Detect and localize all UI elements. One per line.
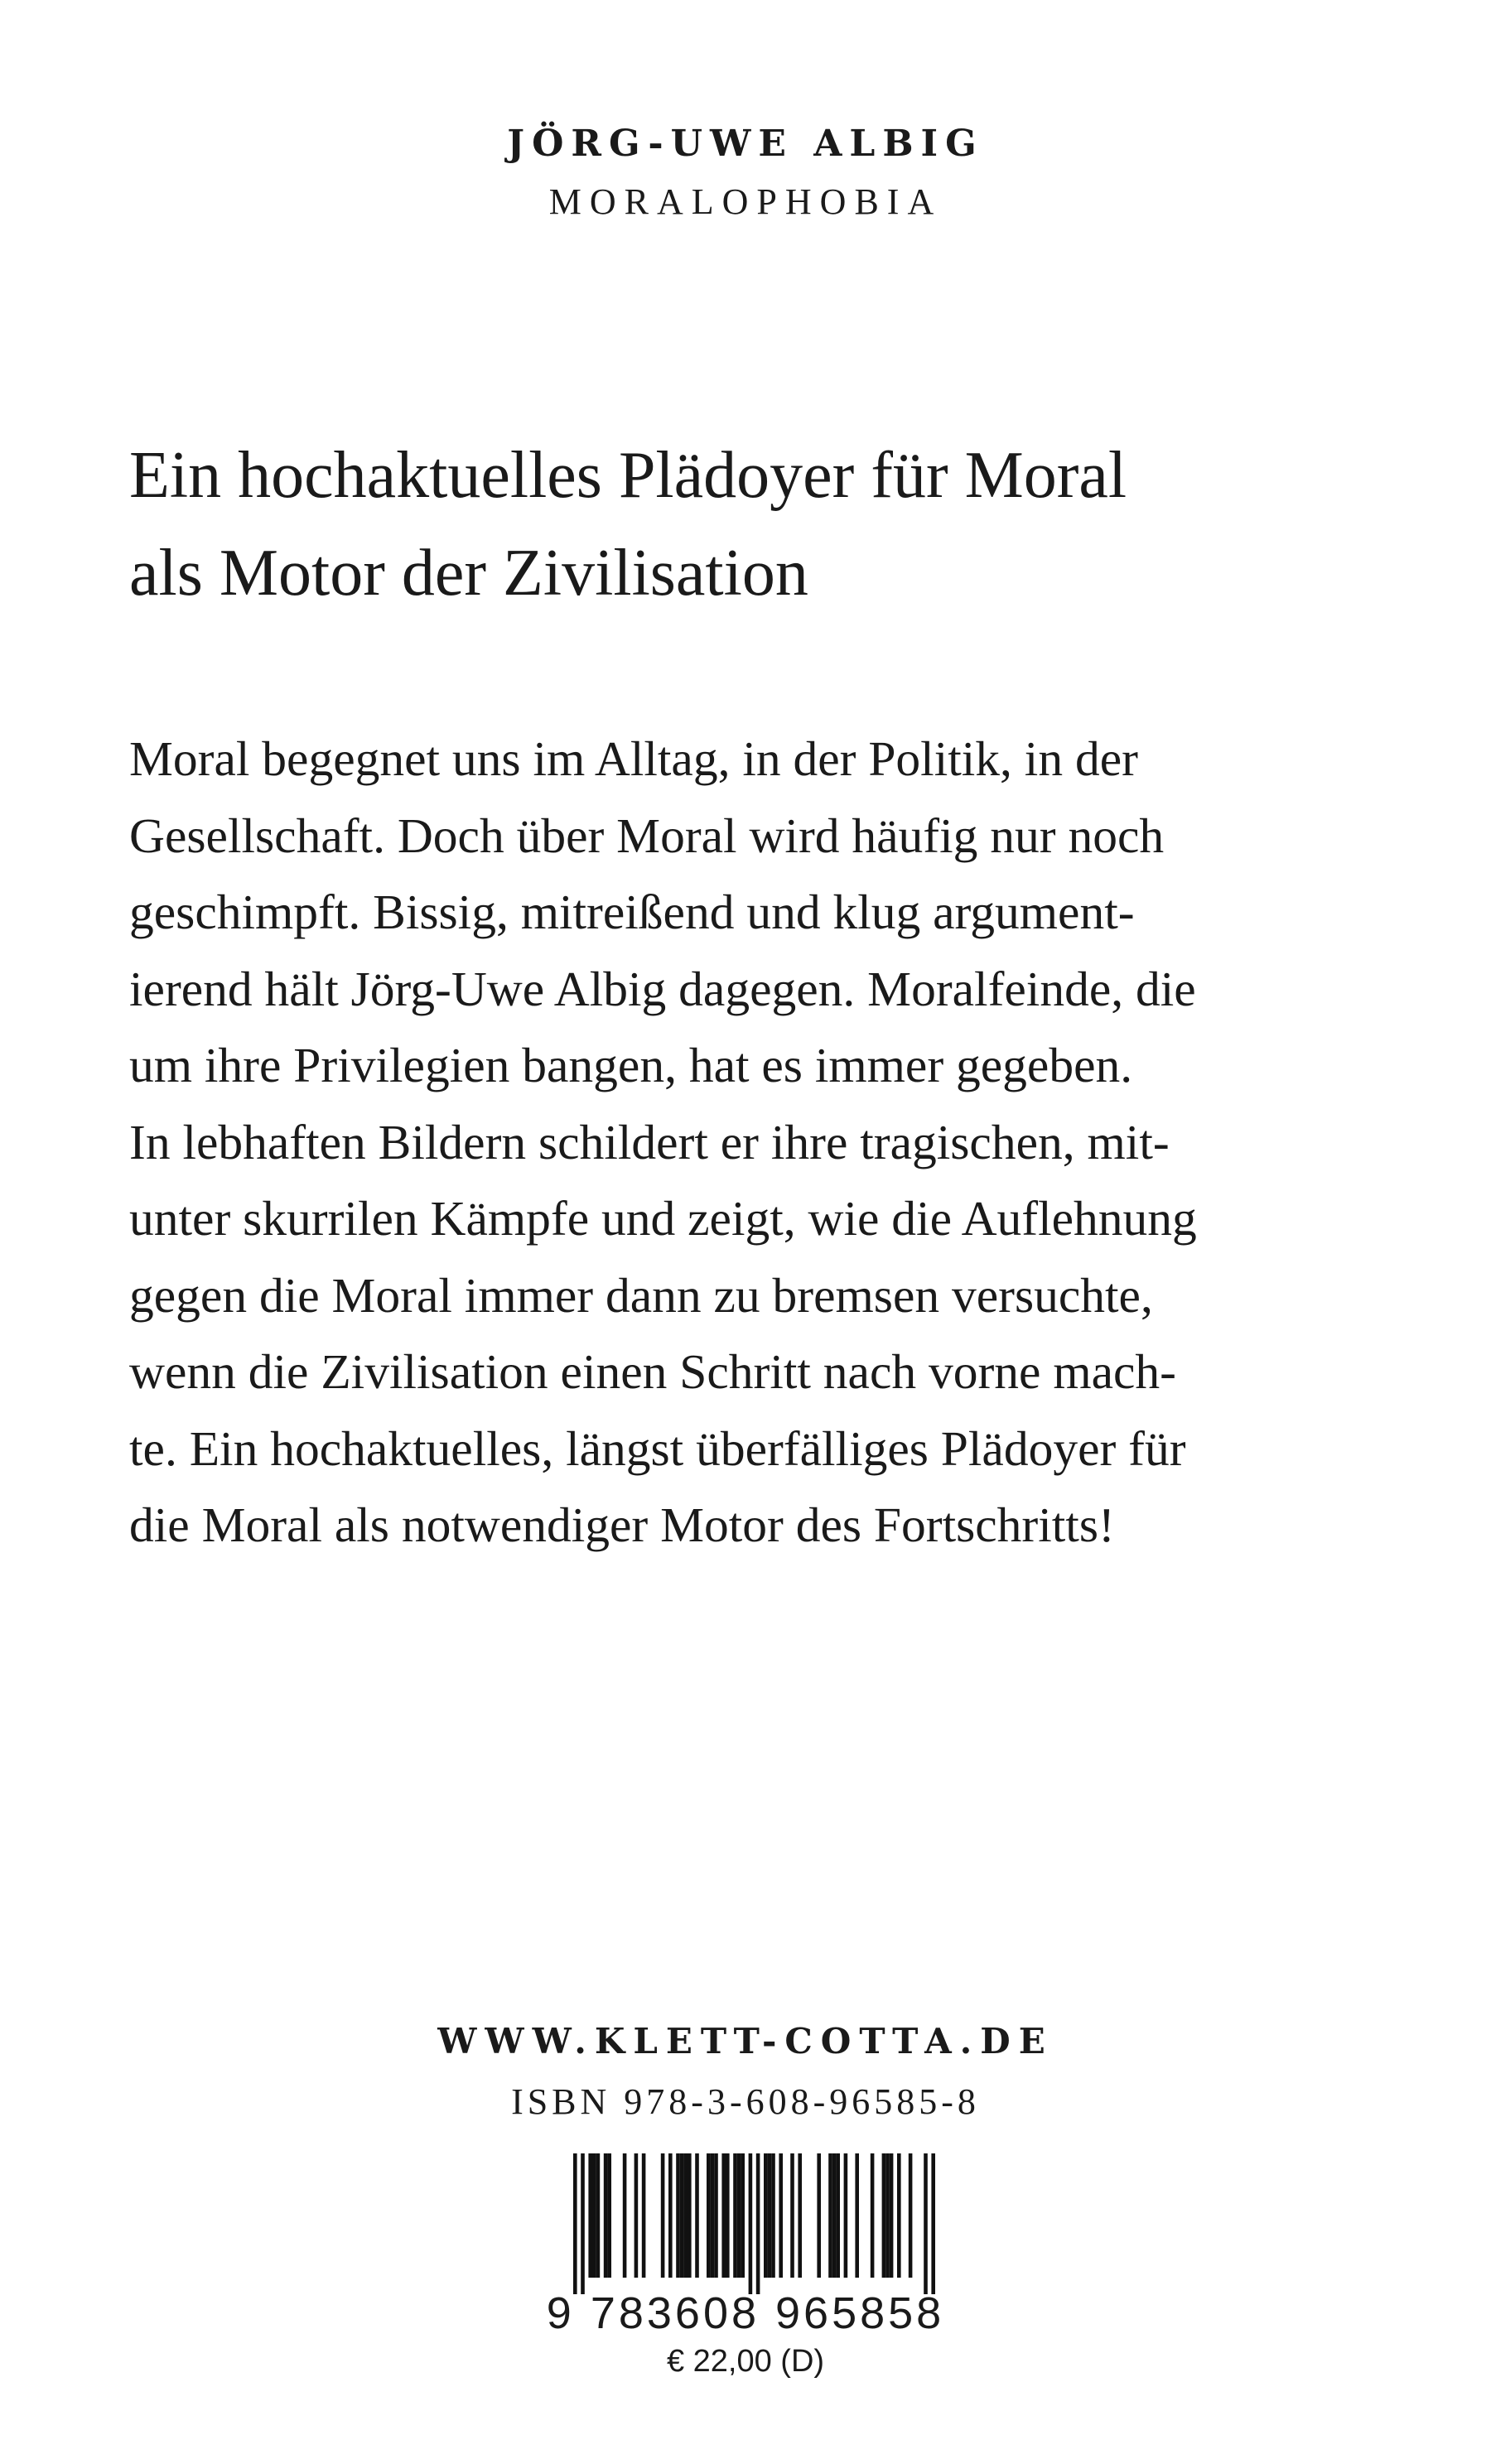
barcode-bar <box>581 2153 585 2294</box>
headline-line: Ein hochaktuelles Plädoyer für Moral <box>129 439 1127 512</box>
barcode-bar <box>836 2153 840 2278</box>
barcode-bar <box>798 2153 802 2278</box>
blurb-line: unter skurrilen Kämpfe und zeigt, wie die Auflehnung <box>129 1191 1197 1246</box>
barcode-bar <box>768 2153 772 2278</box>
barcode-bar <box>635 2153 639 2278</box>
publisher-website: WWW.KLETT-COTTA.DE <box>437 2021 1054 2061</box>
barcode-bar <box>695 2153 699 2278</box>
barcode-bar <box>623 2153 627 2278</box>
blurb-line: um ihre Privilegien bangen, hat es immer gegeben. <box>129 1038 1133 1092</box>
blurb-line: geschimpft. Bissig, mitreißend und klug argument- <box>129 885 1135 939</box>
barcode-digits: 9 783608 965858 <box>546 2288 945 2338</box>
barcode-bar <box>733 2153 737 2278</box>
barcode-bar <box>749 2153 753 2294</box>
barcode-bar <box>844 2153 848 2278</box>
barcode-bar <box>668 2153 673 2278</box>
barcode-bar <box>741 2153 745 2278</box>
price: € 22,00 (D) <box>666 2344 825 2379</box>
barcode-bar <box>897 2153 901 2278</box>
headline <box>129 427 1421 622</box>
barcode-bar <box>855 2153 859 2278</box>
barcode-bar <box>592 2153 596 2278</box>
barcode-bar <box>661 2153 665 2278</box>
barcode-bar <box>721 2153 726 2278</box>
barcode-bar <box>771 2153 775 2278</box>
barcode-bar <box>737 2153 741 2278</box>
blurb-line: te. Ein hochaktuelles, längst überfälliges Plädoyer für <box>129 1420 1186 1476</box>
blurb-line: ierend hält Jörg-Uwe Albig dagegen. Moralfeinde, die <box>129 961 1196 1016</box>
barcode-bar <box>596 2153 601 2278</box>
barcode-bar <box>711 2153 715 2278</box>
barcode-icon <box>530 2153 969 2294</box>
isbn-number: ISBN 978-3-608-96585-8 <box>511 2081 980 2122</box>
barcode-bar <box>680 2153 684 2278</box>
barcode-bar <box>871 2153 875 2278</box>
barcode-bar <box>588 2153 592 2278</box>
barcode-bar <box>764 2153 768 2278</box>
barcode-bar <box>642 2153 646 2278</box>
barcode-bar <box>714 2153 718 2278</box>
barcode-bar <box>832 2153 837 2278</box>
barcode-bar <box>676 2153 680 2278</box>
barcode-bar <box>779 2153 783 2278</box>
blurb-line: Gesellschaft. Doch über Moral wird häufig nur noch <box>129 808 1165 863</box>
blurb-line: Moral begegnet uns im Alltag, in der Politik, in der <box>129 731 1138 786</box>
barcode-bar <box>885 2153 890 2278</box>
barcode-bar <box>828 2153 832 2278</box>
barcode-bar <box>790 2153 794 2278</box>
barcode-bar <box>604 2153 608 2278</box>
barcode-bar <box>688 2153 692 2278</box>
blurb-line: wenn die Zivilisation einen Schritt nach vorne mach- <box>129 1344 1176 1399</box>
barcode-bar <box>882 2153 886 2278</box>
barcode-bar <box>683 2153 688 2278</box>
barcode-bar <box>924 2153 928 2294</box>
barcode-bar <box>817 2153 821 2278</box>
author-name: JÖRG-UWE ALBIG <box>507 123 984 165</box>
blurb-text <box>129 721 1421 1564</box>
barcode-bar <box>726 2153 730 2278</box>
barcode-bar <box>707 2153 711 2278</box>
barcode-bar <box>890 2153 894 2278</box>
blurb-line: gegen die Moral immer dann zu bremsen versuchte, <box>129 1267 1153 1323</box>
barcode-bar <box>756 2153 760 2294</box>
book-title: MORALOPHOBIA <box>548 181 943 222</box>
blurb-line: die Moral als notwendiger Motor des Fortschritts! <box>129 1497 1115 1552</box>
headline-line: als Motor der Zivilisation <box>129 537 808 610</box>
barcode-bar <box>607 2153 611 2278</box>
barcode-bar <box>573 2153 577 2294</box>
barcode-bar <box>909 2153 913 2278</box>
barcode-bar <box>931 2153 935 2294</box>
blurb-line: In lebhaften Bildern schildert er ihre tragischen, mit- <box>129 1114 1170 1169</box>
